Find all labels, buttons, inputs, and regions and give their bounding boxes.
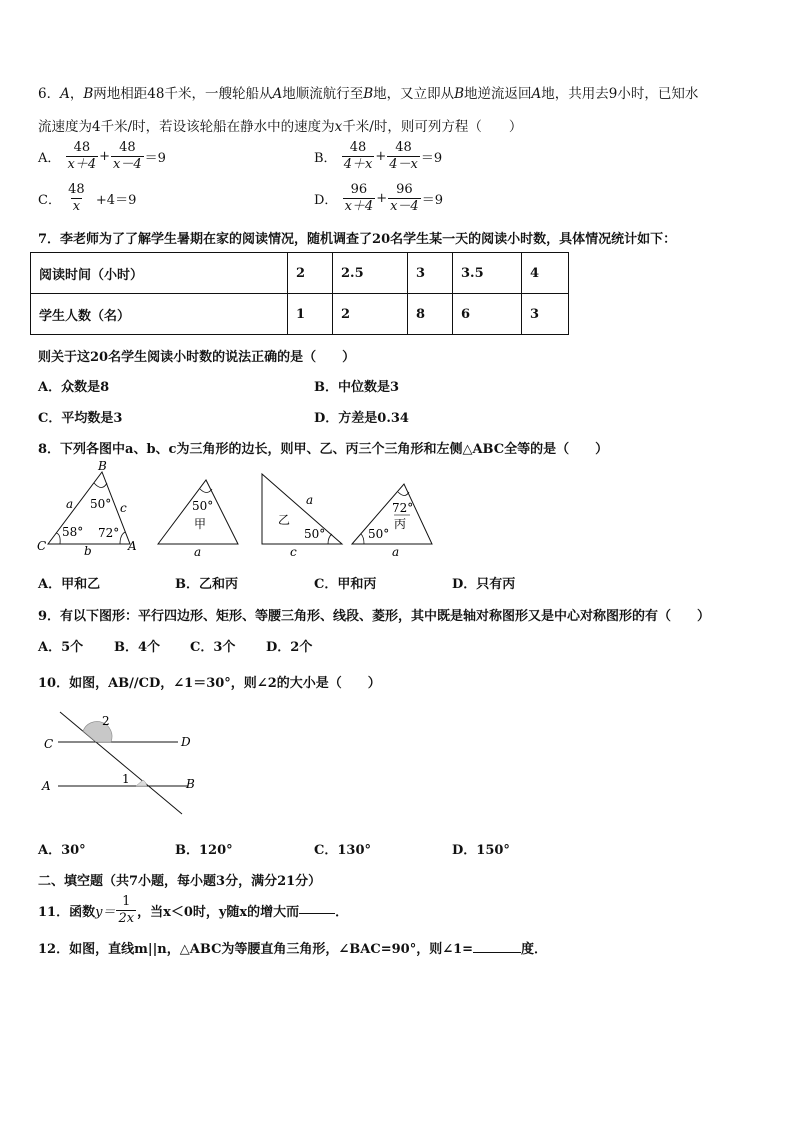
q10-option-c[interactable]: C．130° (314, 843, 371, 858)
option-label: B． (314, 151, 337, 166)
jia-angle: 50° (192, 499, 214, 513)
point-b: B (454, 86, 465, 102)
denominator: x＋4 (344, 199, 374, 214)
q6-line2 (38, 115, 522, 135)
q11-suffix: ，当x＜0时，y随x的增大而 (137, 905, 300, 920)
side-a: a (66, 497, 74, 511)
q11-y-eq: y＝ (95, 905, 116, 920)
angle-arc-bing-top (398, 492, 409, 496)
label-a: A (42, 779, 51, 793)
table-cell: 6 (453, 294, 522, 335)
q9-option-d[interactable]: D．2个 (266, 640, 313, 655)
numerator: 96 (396, 182, 413, 197)
point-a: A (60, 86, 70, 102)
q11-answer-blank[interactable] (299, 899, 335, 914)
option-label: A． (38, 151, 61, 166)
q6-line2b: 千米/时，则可列方程（ ） (342, 119, 523, 135)
q12-end: 度． (521, 942, 548, 957)
transversal-line (60, 712, 182, 814)
q6-line1 (38, 82, 698, 102)
section-title: 二、填空题（共7小题，每小题3分，满分21分） (38, 874, 322, 889)
q10-option-d[interactable]: D．150° (452, 843, 510, 858)
q11-prefix: 11．函数 (38, 905, 96, 920)
q6-text2: 地顺流航行至 (282, 86, 364, 102)
var-x: x (334, 119, 343, 135)
q8-option-b[interactable]: B．乙和丙 (175, 577, 238, 592)
q9-stem: 9．有以下图形：平行四边形、矩形、等腰三角形、线段、菱形，其中既是轴对称图形又是中心对称图形的有（ ） (38, 609, 711, 624)
label-b: B (98, 459, 107, 473)
angle-58: 58° (62, 525, 84, 539)
q6-option-b[interactable] (314, 140, 442, 173)
q6-text4: 地逆流返回 (464, 86, 532, 102)
q9-option-a[interactable]: A．5个 (38, 640, 84, 655)
label-d: D (181, 735, 191, 749)
side-c: c (120, 501, 127, 515)
q10-figure (40, 708, 220, 828)
equals: ＝9 (420, 151, 443, 166)
numerator: 48 (68, 182, 85, 197)
angle-arc-c (56, 533, 60, 544)
fraction (388, 182, 421, 215)
bing-label: 丙 (394, 517, 407, 531)
angle-arc-b (94, 483, 107, 488)
option-label: C． (38, 193, 61, 208)
table-cell: 8 (408, 294, 453, 335)
q8-option-a[interactable]: A．甲和乙 (38, 577, 101, 592)
angle-50: 50° (90, 497, 112, 511)
label-c: C (37, 539, 47, 553)
label-a: A (128, 539, 137, 553)
fraction (66, 140, 99, 173)
q8-figure (34, 459, 474, 562)
table-cell: 2 (288, 253, 333, 294)
q6-text1: 两地相距48千米，一艘轮船从 (93, 86, 273, 102)
denominator: 4＋x (343, 157, 373, 172)
fraction (66, 182, 87, 215)
label-c: C (44, 737, 54, 751)
table-cell: 1 (288, 294, 333, 335)
q6-option-a[interactable] (38, 140, 166, 173)
q10-option-a[interactable]: A．30° (38, 843, 86, 858)
angle-arc-jia (200, 489, 212, 493)
q11-end: ． (335, 905, 349, 920)
table-cell: 3 (408, 253, 453, 294)
q12-text: 12．如图，直线m||n，△ABC为等腰直角三角形，∠BAC=90°，则∠1= (38, 942, 474, 957)
table-cell: 2 (333, 294, 408, 335)
operator: + (375, 149, 387, 164)
bing-angle-top: 72° (392, 501, 414, 515)
point-a: A (272, 86, 283, 102)
angle-arc-bing-left (361, 534, 364, 544)
table-row (31, 253, 569, 294)
numerator: 48 (349, 140, 367, 155)
q6-option-c[interactable] (38, 182, 136, 215)
q10-stem: 10．如图，AB//CD，∠1＝30°，则∠2的大小是（ ） (38, 676, 381, 691)
point-a: A (531, 86, 542, 102)
bing-side: a (392, 545, 400, 559)
angle-arc-a (120, 532, 125, 544)
yi-side-a: a (306, 493, 314, 507)
numerator: 48 (395, 140, 412, 155)
fraction (342, 140, 375, 173)
denominator: 2x (118, 911, 135, 926)
q7-stem: 7．李老师为了了解学生暑期在家的阅读情况，随机调查了20名学生某一天的阅读小时数，具体情况统计如下： (38, 232, 677, 247)
numerator: 1 (122, 894, 131, 909)
numerator: 48 (119, 140, 136, 155)
q9-option-b[interactable]: B．4个 (114, 640, 161, 655)
option-label: D． (314, 193, 338, 208)
jia-side: a (194, 545, 202, 559)
q12 (38, 938, 547, 957)
denominator: 4－x (389, 157, 418, 172)
angle-1-label: 1 (122, 772, 130, 786)
equals: ＝9 (421, 193, 443, 208)
numerator: 96 (350, 182, 368, 197)
q7-option-b[interactable]: B．中位数是3 (314, 380, 400, 395)
numerator: 48 (73, 140, 91, 155)
denominator: x－4 (113, 157, 142, 172)
q6-text3: 地，又立即从 (373, 86, 455, 102)
point-b: B (363, 86, 374, 102)
table-cell: 3 (522, 294, 569, 335)
q7-option-a[interactable]: A．众数是8 (38, 380, 110, 395)
q11 (38, 894, 348, 927)
q6-option-d[interactable] (314, 182, 443, 215)
angle-2-label: 2 (102, 714, 110, 728)
table-header: 学生人数（名） (31, 294, 288, 335)
denominator: x＋4 (67, 157, 97, 172)
yi-side-c: c (290, 545, 297, 559)
q10-option-b[interactable]: B．120° (175, 843, 233, 858)
q6-line2a: 流速度为4千米/时，若设该轮船在静水中的速度为 (38, 119, 335, 135)
option-tail: +4＝9 (95, 193, 137, 208)
table-header: 阅读时间（小时） (31, 253, 288, 294)
fraction (116, 894, 136, 927)
point-b: B (83, 86, 94, 102)
triangle-yi (262, 474, 342, 544)
q8-option-c[interactable]: C．甲和丙 (314, 577, 377, 592)
label-b: B (186, 777, 195, 791)
fraction (111, 140, 144, 173)
sep: ， (69, 86, 84, 102)
q8-stem: 8．下列各图中a、b、c为三角形的边长，则甲、乙、丙三个三角形和左侧△ABC全等的是（ ） (38, 442, 609, 457)
jia-label: 甲 (194, 517, 207, 531)
q7-option-d[interactable]: D．方差是0.34 (314, 411, 409, 426)
yi-angle: 50° (304, 527, 326, 541)
q8-option-d[interactable]: D．只有丙 (452, 577, 516, 592)
q6-text5: 地，共用去9小时，已知水 (541, 86, 699, 102)
side-b: b (84, 544, 92, 558)
q7-option-c[interactable]: C．平均数是3 (38, 411, 123, 426)
q12-answer-blank[interactable] (473, 940, 521, 953)
bing-angle-left: 50° (368, 527, 390, 541)
yi-label: 乙 (278, 513, 291, 527)
denominator: x－4 (390, 199, 419, 214)
q7-table (30, 252, 569, 335)
operator: + (376, 191, 388, 206)
q7-question: 则关于这20名学生阅读小时数的说法正确的是（ ） (38, 350, 356, 365)
denominator: x (72, 199, 81, 214)
equals: ＝9 (144, 151, 166, 166)
fraction (343, 182, 376, 215)
q6-number: 6． (38, 86, 61, 102)
angle-arc-yi (328, 534, 332, 544)
table-row (31, 294, 569, 335)
angle-1-shade (136, 780, 147, 786)
operator: + (99, 149, 111, 164)
table-cell: 3.5 (453, 253, 522, 294)
q9-option-c[interactable]: C．3个 (190, 640, 236, 655)
table-cell: 2.5 (333, 253, 408, 294)
angle-72: 72° (98, 526, 120, 540)
table-cell: 4 (522, 253, 569, 294)
fraction (387, 140, 420, 173)
